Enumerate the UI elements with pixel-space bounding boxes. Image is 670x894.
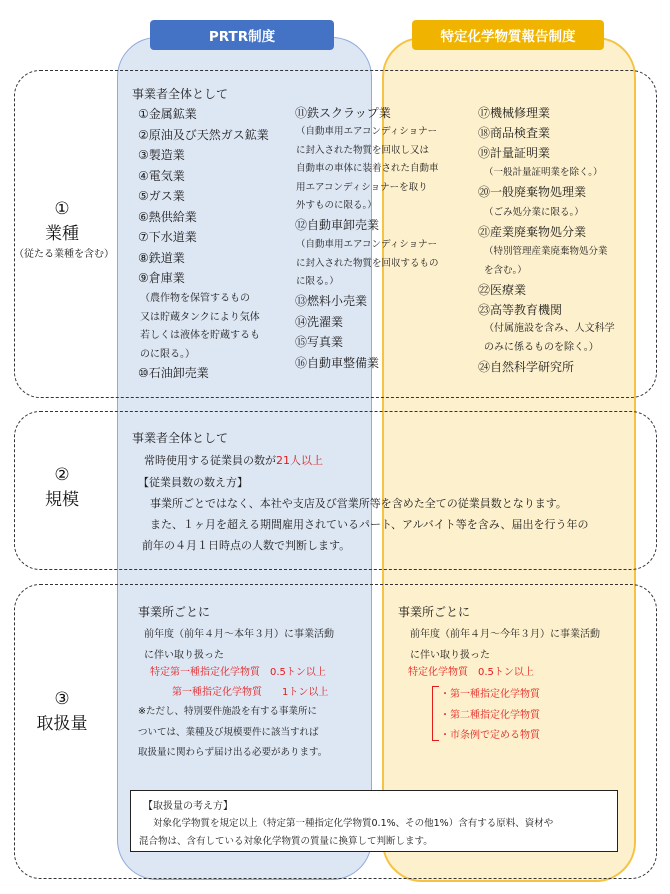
employee-threshold: 常時使用する従業員の数が21人以上 [144, 454, 323, 467]
higher-education-note: （付属施設を含み、人文科学 のみに係るものを除く。） [484, 323, 615, 353]
employee-count-desc-1: 事業所ごとではなく、本社や支店及び営業所等を含めた全ての従業員数となります。 [150, 497, 567, 510]
general-waste-note: （ごみ処分業に限る。） [484, 207, 584, 218]
scale-label: ② 規模 [45, 465, 79, 510]
scrap-item: ⑪鉄スクラップ業 [295, 106, 391, 120]
inspection-item: ⑱商品検査業 [478, 126, 551, 140]
handling-left-period: 前年度（前年４月～本年３月）に事業活動 に伴い取り扱った [144, 629, 334, 661]
note-box-line-1: 対象化学物質を規定以上（特定第一種指定化学物質0.1%、その他1%）含有する原料、資材や [153, 818, 554, 829]
car-wholesale-note: （自動車用エアコンディショナー に封入された物質を回収するもの に限る。） [296, 239, 439, 287]
specific-class1-threshold: 特定第一種指定化学物質 0.5トン以上 [150, 667, 326, 678]
industry-intro: 事業者全体として [132, 87, 229, 101]
scrap-note: （自動車用エアコンディショナー に封入された物質を回収し又は 自動車の車体に装着された自動車 用エアコンディショナーを取り 外すものに限る。） [296, 126, 439, 211]
note-box-line-2: 混合物は、含有している対象化学物質の質量に換算して判断します。 [139, 836, 433, 847]
industry-column-2-rest: ⑬燃料小売業 ⑭洗濯業 ⑮写真業 ⑯自動車整備業 [295, 294, 380, 370]
employee-count-desc-2: また、１ヶ月を超える期間雇用されているパート、アルバイト等を含み、届出を行う年の [150, 518, 589, 531]
warehouse-note: （農作物を保管するもの 又は貯蔵タンクにより気体 若しくは液体を貯蔵するも のに限る。） [140, 293, 260, 360]
handling-note-box [130, 790, 618, 852]
employee-count-heading: 【従業員数の数え方】 [138, 476, 248, 489]
general-waste-item: ⑳一般廃棄物処理業 [478, 185, 587, 199]
car-wholesale-item: ⑫自動車卸売業 [295, 218, 380, 232]
industry-column-1: ①金属鉱業 ②原油及び天然ガス鉱業 ③製造業 ④電気業 ⑤ガス業 ⑥熱供給業 ⑦下水道業 ⑧鉄道業 ⑨倉庫業 [138, 107, 269, 285]
handling-right-intro: 事業所ごとに [398, 605, 471, 619]
industry-label: ① 業種 （従たる業種を含む） [14, 199, 114, 260]
machine-repair-item: ⑰機械修理業 [478, 106, 551, 120]
measurement-item: ⑲計量証明業 [478, 146, 551, 160]
industrial-waste-item: ㉑産業廃棄物処分業 [478, 225, 587, 239]
higher-education-item: ㉓高等教育機関 [478, 303, 563, 317]
science-institute-item: ㉔自然科学研究所 [478, 360, 575, 374]
special-facility-note: ※ただし、特別要件施設を有する事業所に ついては、業種及び規模要件に該当すれば 取扱量に関わらず届け出る必要があります。 [138, 706, 328, 758]
note-box-title: 【取扱量の考え方】 [143, 801, 233, 812]
substance-list: ・第一種指定化学物質 ・第二種指定化学物質 ・市条例で定める物質 [440, 689, 540, 741]
medical-item: ㉒医療業 [478, 283, 527, 297]
employee-count-desc-3: 前年の４月１日時点の人数で判断します。 [142, 539, 351, 552]
handling-left-intro: 事業所ごとに [138, 605, 211, 619]
measurement-note: （一般計量証明業を除く。） [484, 167, 603, 178]
scale-intro: 事業者全体として [132, 431, 229, 445]
class1-threshold: 第一種指定化学物質 1トン以上 [172, 687, 329, 698]
handling-right-period: 前年度（前年４月～今年３月）に事業活動 に伴い取り扱った [410, 629, 600, 661]
handling-label: ③ 取扱量 [36, 689, 88, 734]
specific-header: 特定化学物質報告制度 [412, 20, 604, 50]
oil-wholesale-item: ⑩石油卸売業 [138, 366, 209, 380]
employee-threshold-value: 21人以上 [276, 454, 323, 467]
specific-substance-threshold: 特定化学物質 0.5トン以上 [408, 667, 534, 678]
industrial-waste-note: （特別管理産業廃棄物処分業 を含む。） [484, 246, 608, 276]
prtr-header: PRTR制度 [150, 20, 334, 50]
